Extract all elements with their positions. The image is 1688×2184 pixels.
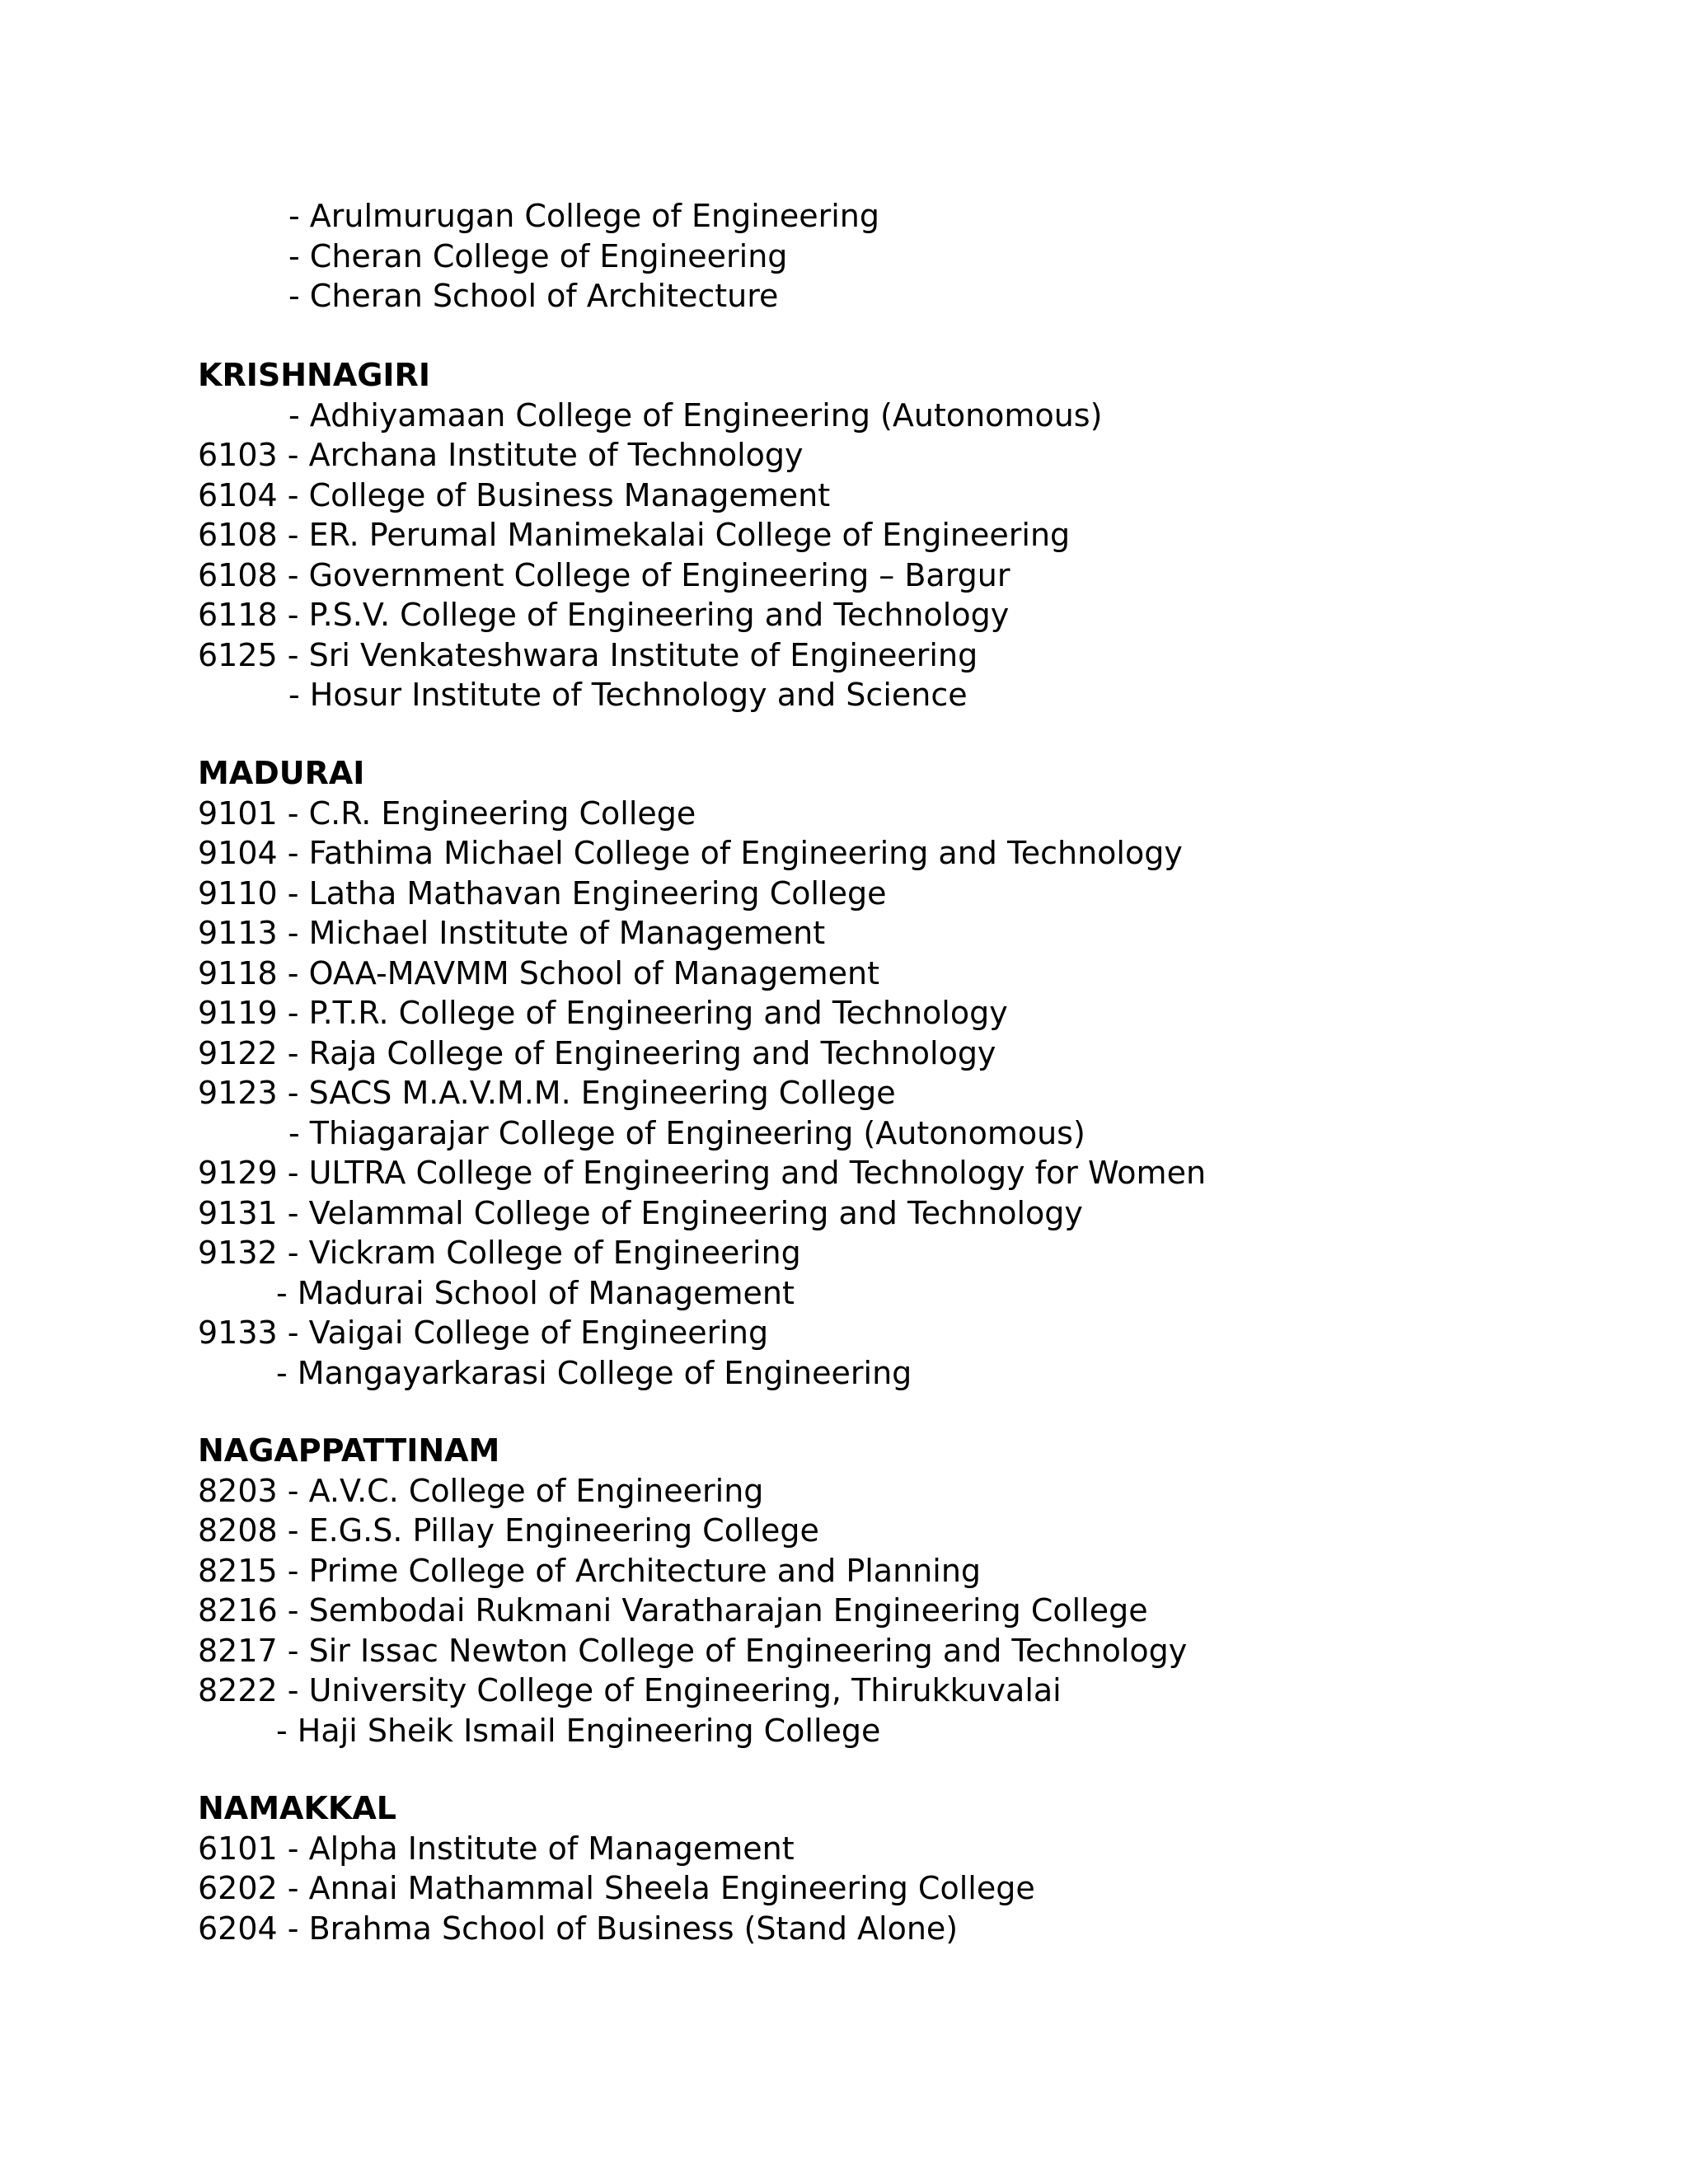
list-item: 9133 - Vaigai College of Engineering <box>198 1315 769 1351</box>
list-item: 9129 - ULTRA College of Engineering and Technology for Women <box>198 1155 1207 1191</box>
section-nagappattinam <box>198 1431 1599 1750</box>
list-item: 6101 - Alpha Institute of Management <box>198 1830 795 1867</box>
list-item: 9101 - C.R. Engineering College <box>198 794 696 832</box>
list-item: 9122 - Raja College of Engineering and Technology <box>198 1034 996 1071</box>
list-item: 9118 - OAA-MAVMM School of Management <box>198 954 880 991</box>
continuation-list <box>198 196 1599 316</box>
list-item: - Madurai School of Management <box>276 1274 795 1311</box>
list-item: 9113 - Michael Institute of Management <box>198 915 826 951</box>
list-item: 8203 - A.V.C. College of Engineering <box>198 1472 764 1509</box>
section-heading: MADURAI <box>198 755 365 791</box>
list-item: 9123 - SACS M.A.V.M.M. Engineering College <box>198 1075 896 1111</box>
list-item: 8222 - University College of Engineering, Thirukkuvalai <box>198 1672 1062 1708</box>
list-item: 6104 - College of Business Management <box>198 476 831 513</box>
list-item: 6204 - Brahma School of Business (Stand Alone) <box>198 1910 959 1947</box>
list-item: 9104 - Fathima Michael College of Engineering and Technology <box>198 835 1183 871</box>
list-item: 6108 - Government College of Engineering – Bargur <box>198 556 1010 593</box>
list-item: - Arulmurugan College of Engineering <box>288 198 879 234</box>
list-item: - Cheran School of Architecture <box>288 278 779 314</box>
list-item: 9132 - Vickram College of Engineering <box>198 1235 801 1271</box>
list-item: - Mangayarkarasi College of Engineering <box>276 1354 912 1391</box>
list-item: 9119 - P.T.R. College of Engineering and Technology <box>198 995 1008 1031</box>
list-item: 6108 - ER. Perumal Manimekalai College of Engineering <box>198 517 1071 553</box>
list-item: 9131 - Velammal College of Engineering and Technology <box>198 1194 1083 1231</box>
list-item: - Hosur Institute of Technology and Science <box>288 677 968 713</box>
list-item: 6118 - P.S.V. College of Engineering and Technology <box>198 597 1010 633</box>
list-item: 8216 - Sembodai Rukmani Varatharajan Engineering College <box>198 1592 1148 1629</box>
list-item: 6125 - Sri Venkateshwara Institute of Engineering <box>198 636 978 673</box>
list-item: 6202 - Annai Mathammal Sheela Engineering College <box>198 1870 1035 1906</box>
section-namakkal <box>198 1788 1599 1948</box>
list-item: 8217 - Sir Issac Newton College of Engineering and Technology <box>198 1632 1188 1669</box>
list-item: - Thiagarajar College of Engineering (Autonomous) <box>288 1114 1085 1151</box>
list-item: 8208 - E.G.S. Pillay Engineering College <box>198 1512 819 1549</box>
section-heading: KRISHNAGIRI <box>198 357 430 393</box>
section-heading: NAGAPPATTINAM <box>198 1432 500 1469</box>
section-krishnagiri <box>198 355 1599 715</box>
section-madurai <box>198 753 1599 1393</box>
list-item: - Adhiyamaan College of Engineering (Autonomous) <box>288 396 1103 434</box>
section-heading: NAMAKKAL <box>198 1790 396 1826</box>
list-item: 8215 - Prime College of Architecture and Planning <box>198 1552 982 1589</box>
list-item: - Haji Sheik Ismail Engineering College <box>276 1712 881 1749</box>
list-item: 9110 - Latha Mathavan Engineering College <box>198 874 887 912</box>
list-item: 6103 - Archana Institute of Technology <box>198 437 804 473</box>
list-item: - Cheran College of Engineering <box>288 237 788 274</box>
